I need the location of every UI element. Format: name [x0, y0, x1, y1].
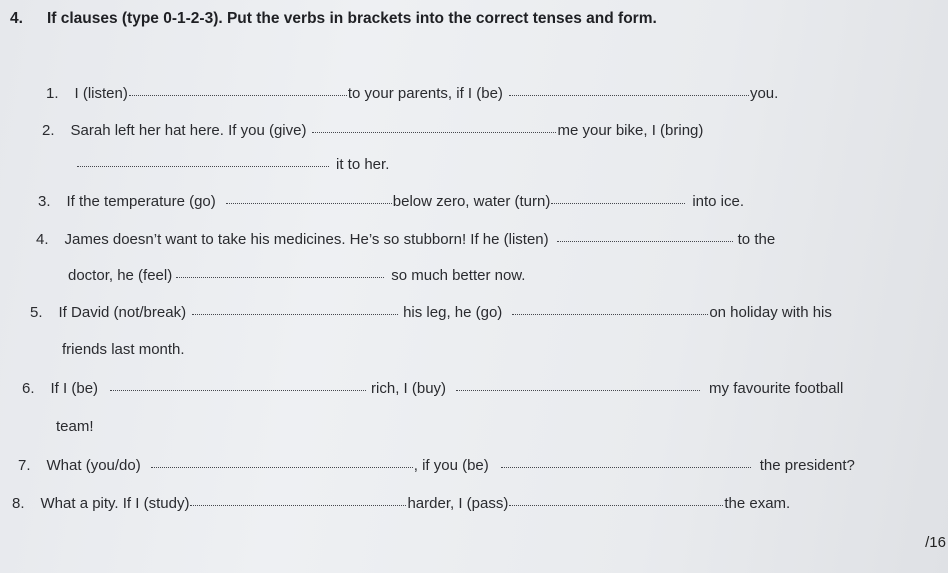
answer-blank[interactable]: [151, 455, 413, 470]
answer-blank[interactable]: [557, 229, 733, 244]
item-7: [18, 455, 855, 474]
item-4-continued: [68, 265, 525, 284]
item-number: 3.: [38, 193, 51, 210]
answer-blank[interactable]: [512, 302, 708, 317]
item-text: If David (not/break): [58, 304, 187, 321]
item-text: harder, I (pass): [407, 495, 509, 512]
item-text: James doesn’t want to take his medicines. He’s so stubborn! If he (listen): [64, 231, 549, 248]
item-text: rich, I (buy): [371, 380, 447, 397]
item-text: his leg, he (go): [403, 304, 503, 321]
item-text: team!: [56, 418, 94, 435]
item-text: into ice.: [692, 193, 745, 210]
item-text: If I (be): [50, 380, 99, 397]
answer-blank[interactable]: [226, 191, 392, 206]
item-number: 1.: [46, 85, 59, 102]
item-text: , if you (be): [413, 457, 489, 474]
answer-blank[interactable]: [509, 83, 749, 98]
item-2: [42, 120, 703, 139]
item-text: on holiday with his: [709, 304, 832, 321]
answer-blank[interactable]: [190, 493, 406, 508]
item-5: [30, 302, 832, 321]
item-text: I (listen): [74, 85, 128, 102]
item-text: to your parents, if I (be): [347, 85, 503, 102]
item-4: [36, 229, 775, 248]
item-number: 2.: [42, 122, 55, 139]
item-text: doctor, he (feel): [68, 267, 173, 284]
item-2-continued: [76, 154, 389, 173]
item-number: 8.: [12, 495, 25, 512]
item-6: [22, 378, 843, 397]
answer-blank[interactable]: [501, 455, 751, 470]
item-text: to the: [737, 231, 776, 248]
answer-blank[interactable]: [110, 378, 366, 393]
item-5-continued: [62, 341, 185, 358]
item-text: the president?: [759, 457, 855, 474]
answer-blank[interactable]: [129, 83, 347, 98]
item-text: Sarah left her hat here. If you (give): [70, 122, 307, 139]
item-text: What (you/do): [46, 457, 141, 474]
item-number: 7.: [18, 457, 31, 474]
answer-blank[interactable]: [312, 120, 556, 135]
answer-blank[interactable]: [456, 378, 700, 393]
item-text: the exam.: [724, 495, 791, 512]
item-number: 4.: [36, 231, 49, 248]
answer-blank[interactable]: [77, 154, 329, 169]
item-number: 6.: [22, 380, 35, 397]
item-number: 5.: [30, 304, 43, 321]
item-text: friends last month.: [62, 341, 185, 358]
item-text: you.: [749, 85, 779, 102]
item-text: If the temperature (go): [66, 193, 216, 210]
item-1: [46, 83, 778, 102]
exercise-instruction: If clauses (type 0-1-2-3). Put the verbs in brackets into the correct tenses and form.: [46, 10, 657, 27]
item-8: [12, 493, 790, 512]
item-text: below zero, water (turn): [392, 193, 551, 210]
item-text: so much better now.: [391, 267, 526, 284]
item-text: my favourite football: [709, 380, 844, 397]
item-text: me your bike, I (bring): [557, 122, 704, 139]
item-3: [38, 191, 744, 210]
answer-blank[interactable]: [176, 265, 384, 280]
item-6-continued: [56, 418, 94, 435]
score-total: /16: [925, 534, 946, 551]
item-text: it to her.: [336, 156, 390, 173]
exercise-number: 4.: [10, 10, 23, 27]
answer-blank[interactable]: [551, 191, 685, 206]
answer-blank[interactable]: [509, 493, 723, 508]
item-text: What a pity. If I (study): [40, 495, 190, 512]
answer-blank[interactable]: [192, 302, 398, 317]
exercise-header: [10, 10, 657, 28]
